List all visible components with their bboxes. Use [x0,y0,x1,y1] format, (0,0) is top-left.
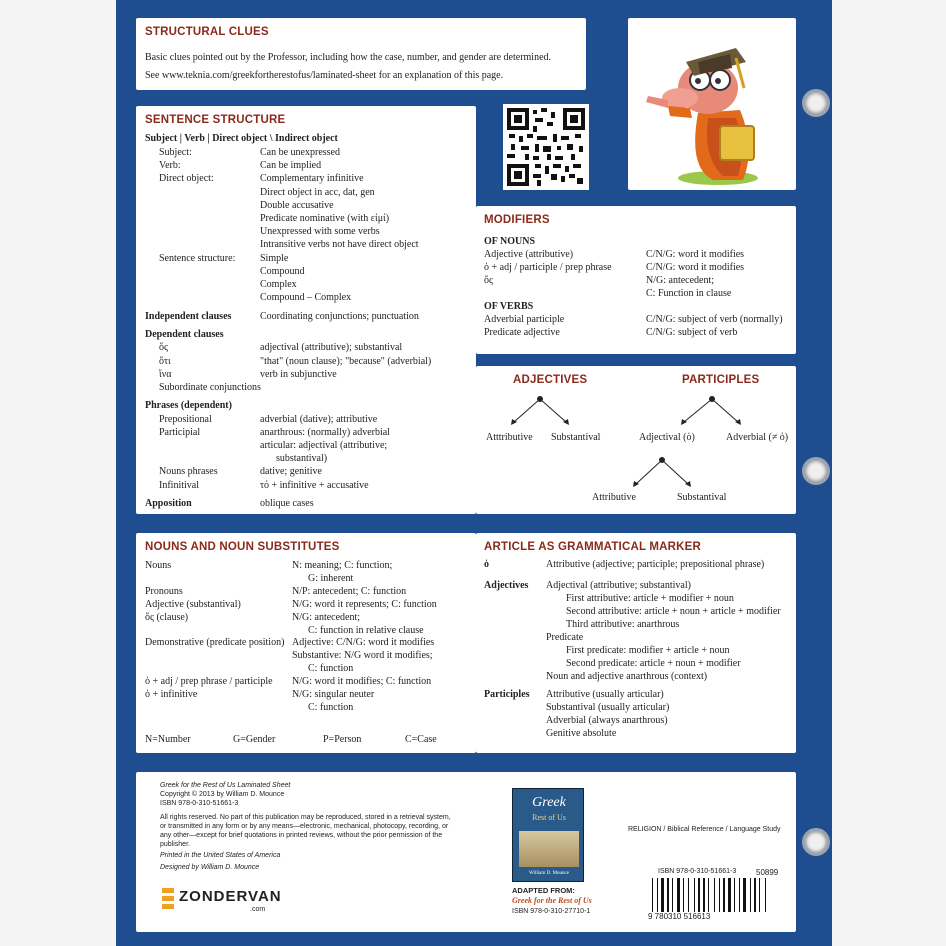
sentence-row-value: Simple [260,252,289,264]
tree-adj-right: Substantival [551,432,601,443]
nouns-title: NOUNS AND NOUN SUBSTITUTES [145,541,340,553]
structural-clues-title: STRUCTURAL CLUES [145,26,269,38]
book-cover-title: Greek [532,795,566,810]
footer-isbn-small: ISBN 978-0-310-51661-3 [160,800,239,807]
sentence-row-value: adjectival (attributive); substantival [260,342,403,354]
sentence-row-value: adverbial (dative); attributive [260,413,378,425]
sentence-row-value: Unexpressed with some verbs [260,226,380,238]
tree-sub-left: Attributive [592,492,636,503]
article-panel [476,533,796,753]
category-label: RELIGION / Biblical Reference / Language Study [628,826,781,833]
footer-designed: Designed by William D. Mounce [160,864,260,871]
sentence-row-label: ὅτι [159,355,171,367]
noun-row-label: ὁ + infinitive [145,689,198,700]
legend-number: N=Number [145,734,191,745]
modifier-verb-row-value: C/N/G: subject of verb [646,327,738,338]
modifier-noun-row-value: C/N/G: word it modifies [646,262,745,273]
sentence-row-label: Subject: [159,147,192,158]
article-row-label: ὁ [484,559,489,570]
nouns-rows [145,560,470,730]
binder-hole-middle [802,457,830,485]
sentence-row-label: Dependent clauses [145,329,224,341]
article-rows [484,559,792,749]
noun-row-value: N/G: singular neuter [292,689,375,700]
footer-printed: Printed in the United States of America [160,852,281,859]
footer-rights-2: or transmitted in any form or by any means—electronic, mechanical, photocopy, recording, or [160,823,449,830]
article-row-value: First attributive: article + modifier + noun [566,592,734,604]
article-row-value: First predicate: modifier + article + noun [566,644,730,656]
qr-code[interactable] [503,104,589,190]
sentence-row-value: articular: adjectival (attributive; [260,440,388,452]
modifier-noun-row-value: N/G: antecedent; [646,275,715,286]
sentence-row-value: Compound – Complex [260,292,352,304]
sentence-row-value: verb in subjunctive [260,368,337,380]
book-cover-author: William D. Mounce [529,871,569,876]
footer-panel [136,772,796,932]
modifier-verb-row-label: Predicate adjective [484,327,560,338]
barcode-price-code: 50899 [756,868,779,877]
nouns-panel [136,533,476,753]
noun-row-label: ὅς (clause) [145,611,189,623]
sentence-row-value: Compound [260,265,305,277]
sentence-row-value: Direct object in acc, dat, gen [260,186,375,198]
article-row-value: Adjectival (attributive; substantival) [546,579,691,591]
noun-row-label: Nouns [145,560,172,571]
sentence-row-value: "that" (noun clause); "because" (adverbial) [260,355,432,367]
sentence-row-value: anarthrous: (normally) adverbial [260,426,390,438]
noun-row-value: N/P: antecedent; C: function [292,585,407,597]
noun-row-value: G: inherent [308,572,354,584]
article-row-label: Participles [484,689,530,700]
zondervan-wordmark: ZONDERVAN [179,888,282,905]
sentence-structure-header: Subject | Verb | Direct object \ Indirect object [145,133,338,144]
modifiers-nouns-heading: OF NOUNS [484,236,536,247]
sentence-structure-title: SENTENCE STRUCTURE [145,114,286,126]
qr-code-icon [507,108,585,186]
noun-row-value: N/G: antecedent; [292,611,361,623]
noun-row-value: C: function [308,701,354,713]
structural-clues-line2: See www.teknia.com/greekfortherestofus/laminated-sheet for an explanation of this page. [145,70,504,81]
noun-row-value: Substantive: N/G word it modifies; [292,650,433,662]
sentence-row-label: Verb: [159,160,181,172]
article-row-value: Attributive (adjective; participle; prepositional phrase) [546,559,765,570]
sentence-row-label: ὅς [159,342,168,354]
professor-illustration [628,18,796,190]
sentence-row-value: Complementary infinitive [260,173,364,185]
structural-clues-line1: Basic clues pointed out by the Professor, including how the case, number, and gender are determined. [145,52,552,63]
modifier-noun-row-label: ὅς [484,275,493,286]
sentence-row-value: substantival) [276,453,328,465]
tree-part-right: Adverbial (≠ ὁ) [726,432,789,443]
noun-row-value: C: function in relative clause [308,624,424,636]
modifiers-title: MODIFIERS [484,214,550,226]
adapted-from-isbn: ISBN 978-0-310-27710-1 [512,908,591,915]
sentence-row-label: Nouns phrases [159,466,218,478]
noun-row-label: Pronouns [145,585,183,597]
legend-case: C=Case [405,734,437,745]
sentence-row-value: Can be unexpressed [260,147,340,158]
noun-row-value: N: meaning; C: function; [292,560,393,571]
footer-copyright: Copyright © 2013 by William D. Mounce [160,791,285,798]
sentence-row-label: Participial [159,426,201,438]
sentence-structure-panel [136,106,476,514]
adapted-from-title: Greek for the Rest of Us [512,896,592,905]
adapted-from-label: ADAPTED FROM: [512,886,575,895]
article-row-value: Substantival (usually articular) [546,702,670,713]
modifier-noun-row-label: ὁ + adj / participle / prep phrase [484,262,612,273]
footer-rights-4: publisher. [160,841,190,848]
zondervan-dotcom: .com [250,906,266,913]
modifier-verb-row-label: Adverbial participle [484,314,565,325]
sentence-row-label: Phrases (dependent) [145,400,232,412]
sentence-row-label: Infinitival [159,479,199,491]
sentence-row-label: Prepositional [159,413,212,425]
noun-row-value: C: function [308,663,354,675]
sentence-row-value: Coordinating conjunctions; punctuation [260,310,419,322]
article-row-value: Attributive (usually articular) [546,689,664,700]
article-row-value: Second predicate: article + noun + modifier [566,657,741,669]
noun-row-label: Adjective (substantival) [145,598,241,610]
modifiers-verbs-heading: OF VERBS [484,301,534,312]
footer-book-title: Greek for the Rest of Us Laminated Sheet [160,782,291,789]
noun-row-value: N/G: word it modifies; C: function [292,676,432,688]
book-cover-subtitle: Rest of Us [532,813,566,822]
sentence-row-label: Independent clauses [145,310,232,322]
sentence-row-value: Complex [260,279,297,290]
modifier-verb-row-value: C/N/G: subject of verb (normally) [646,314,783,325]
book-cover [512,788,584,882]
binder-hole-top [802,89,830,117]
modifiers-nouns-rows [484,249,792,305]
sentence-row-label: Apposition [145,498,192,510]
legend-person: P=Person [323,734,362,745]
noun-row-label: Demonstrative (predicate position) [145,637,285,649]
barcode-number: 9 780310 516613 [648,912,711,921]
sentence-row-value: Double accusative [260,199,334,211]
article-row-value: Noun and adjective anarthrous (context) [546,670,708,682]
adjectives-title: ADJECTIVES [513,374,588,386]
sentence-row-value: Predicate nominative (with εἰμί) [260,213,390,224]
modifier-noun-row-value: C: Function in clause [646,288,732,299]
sentence-row-value: τό + infinitive + accusative [260,479,369,491]
article-row-label: Adjectives [484,579,529,591]
laminated-sheet [116,0,832,946]
sentence-row-value: Can be implied [260,160,322,172]
barcode-isbn: ISBN 978-0-310-51661-3 [658,868,737,875]
structural-clues-panel [136,18,586,90]
adjectives-participles-panel [476,366,796,514]
sentence-row-value: dative; genitive [260,466,322,478]
article-row-value: Adverbial (always anarthrous) [546,715,668,726]
zondervan-logo [160,886,300,916]
modifiers-verbs-rows [484,314,792,344]
article-row-value: Predicate [546,631,584,643]
binder-hole-bottom [802,828,830,856]
zondervan-mark-icon [160,886,176,912]
sentence-structure-rows [145,147,470,510]
sentence-row-label: ἵνα [159,368,172,380]
article-row-value: Third attributive: anarthrous [566,618,680,630]
sentence-row-value: oblique cases [260,498,314,510]
footer-rights-3: any other—except for brief quotations in printed reviews, without the prior permission of the [160,832,443,839]
sentence-row-value: Intransitive verbs not have direct object [260,239,419,251]
article-row-value: Second attributive: article + noun + article + modifier [566,605,781,617]
noun-row-value: N/G: word it represents; C: function [292,598,437,610]
noun-row-label: ὁ + adj / prep phrase / participle [145,676,273,688]
modifier-noun-row-label: Adjective (attributive) [484,249,574,260]
modifier-noun-row-value: C/N/G: word it modifies [646,249,745,260]
article-title: ARTICLE AS GRAMMATICAL MARKER [484,541,702,553]
sentence-row-label: Sentence structure: [159,252,236,264]
modifiers-panel [476,206,796,354]
sentence-row-label: Subordinate conjunctions [159,381,261,393]
participles-title: PARTICIPLES [682,374,760,386]
book-cover-art [519,831,579,867]
sentence-row-label: Direct object: [159,173,214,185]
legend-gender: G=Gender [233,734,276,745]
tree-sub-right: Substantival [677,492,727,503]
professor-icon [628,18,796,190]
tree-adj-left: Atttributive [486,432,533,443]
article-row-value: Genitive absolute [546,728,617,739]
noun-row-value: Adjective: C/N/G: word it modifies [292,637,435,649]
tree-part-left: Adjectival (ὁ) [639,432,695,443]
footer-rights-1: All rights reserved. No part of this publication may be reproduced, stored in a retrieval system, [160,814,451,821]
